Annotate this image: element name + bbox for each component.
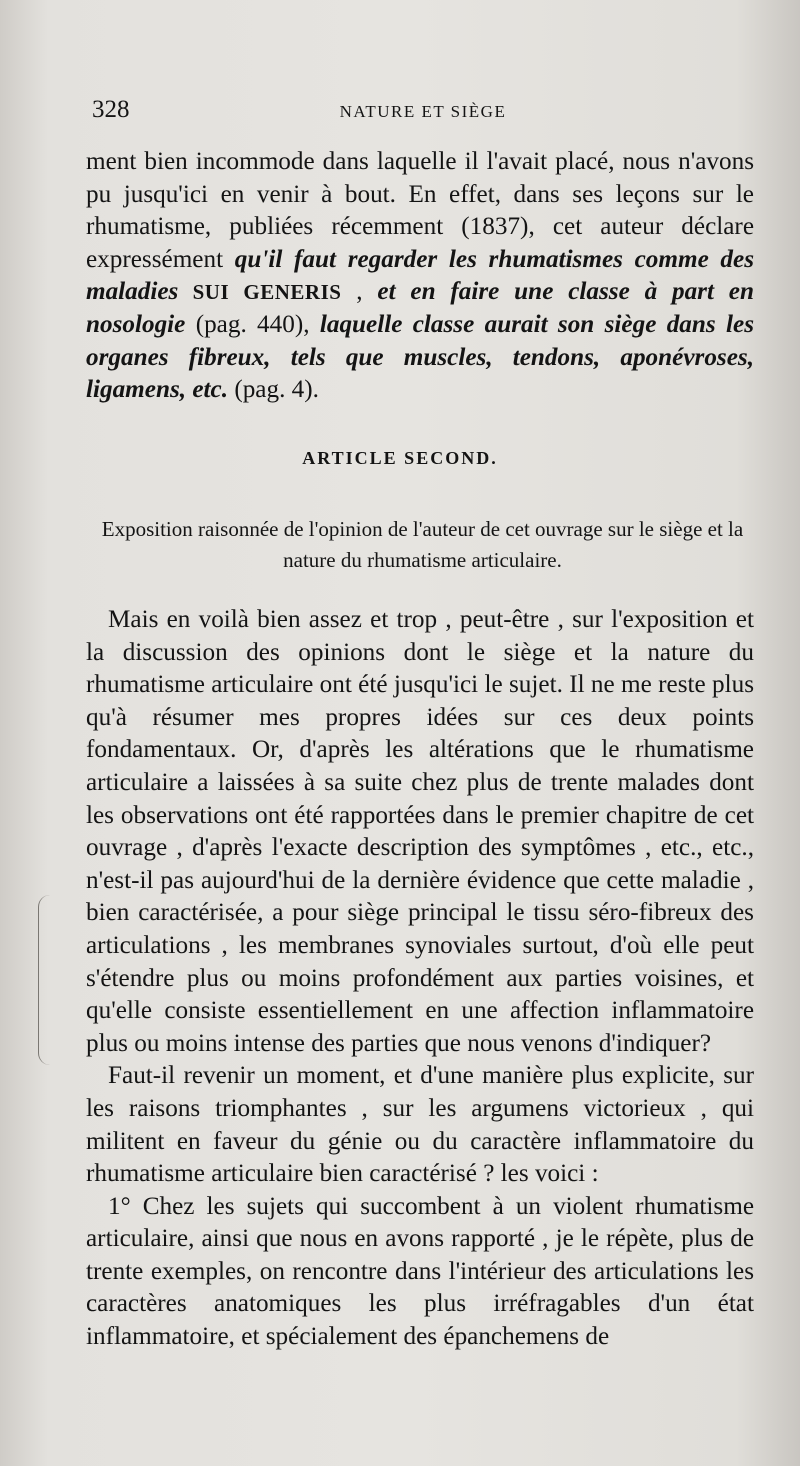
article-heading: ARTICLE SECOND. [302, 448, 498, 468]
text-run: , [341, 278, 378, 306]
paragraph: Faut-il revenir un moment, et d'une manière plus explicite, sur les raisons triomphantes , sur les argumens victorieux , qui militent en faveur du génie ou du caractère inflammatoire du rhumatisme articulaire bien caractérisé ? les voici : [86, 1062, 754, 1188]
article-subtitle: Exposition raisonnée de l'opinion de l'auteur de cet ouvrage sur le siège et la nature du rhumatisme articulaire. [101, 517, 744, 572]
italic-quote: laquelle classe aurait son siège dans les organes fibreux, tels que muscles, tendons, aponévroses, ligamens, etc. [86, 310, 754, 404]
margin-bracket-mark [38, 895, 53, 1065]
running-title: NATURE ET SIÈGE [339, 102, 507, 121]
paragraph: 1° Chez les sujets qui succombent à un violent rhumatisme articulaire, ainsi que nous en avons rapporté , je le répète, plus de trente exemples, on rencontre dans l'intérieur des articulations les caractères anatomiques les plus irréfragables d'un état inflammatoire, et spécialement des épanchemens de [86, 1192, 754, 1351]
page-header [86, 96, 760, 128]
text-run: ment bien incommode dans laquelle il l'avait placé, nous n'avons pu jusqu'ici en venir à bout. En effet, dans ses leçons sur le rhumatisme, publiées récemment (1837), cet auteur déclare expressément [86, 148, 754, 273]
italic-quote: et en faire une classe à part en nosologie [86, 278, 754, 338]
continued-paragraph [86, 146, 754, 407]
page-number: 328 [92, 96, 130, 123]
paragraph: Mais en voilà bien assez et trop , peut-être , sur l'exposition et la discussion des opinions dont le siège et la nature du rhumatisme articulaire ont été jusqu'ici le sujet. Il ne me reste plus qu'à résumer mes propres idées sur ces deux points fondamentaux. Or, d'après les altérations que le rhumatisme articulaire a laissées à sa suite chez plus de trente malades dont les observations ont été rapportées dans le premier chapitre de cet ouvrage , d'après l'exacte description des symptômes , etc., etc., n'est-il pas aujourd'hui de la dernière évidence que cette maladie , bien caractérisée, a pour siège principal le tissu séro-fibreux des articulations , les membranes synoviales surtout, d'où elle peut s'étendre plus ou moins profondément aux parties voisines, et qu'elle consiste essentiellement en une affection inflammatoire plus ou moins intense des parties que nous venons d'indiquer? [86, 606, 754, 1057]
small-caps-term: SUI GENERIS [178, 280, 342, 305]
body-text [86, 604, 754, 1354]
text-run: (pag. 4). [228, 376, 319, 404]
text-run: (pag. 440), [185, 310, 320, 338]
paragraph-continued-text [86, 146, 754, 407]
italic-quote: qu'il faut regarder les rhumatismes comme des maladies [86, 245, 754, 306]
